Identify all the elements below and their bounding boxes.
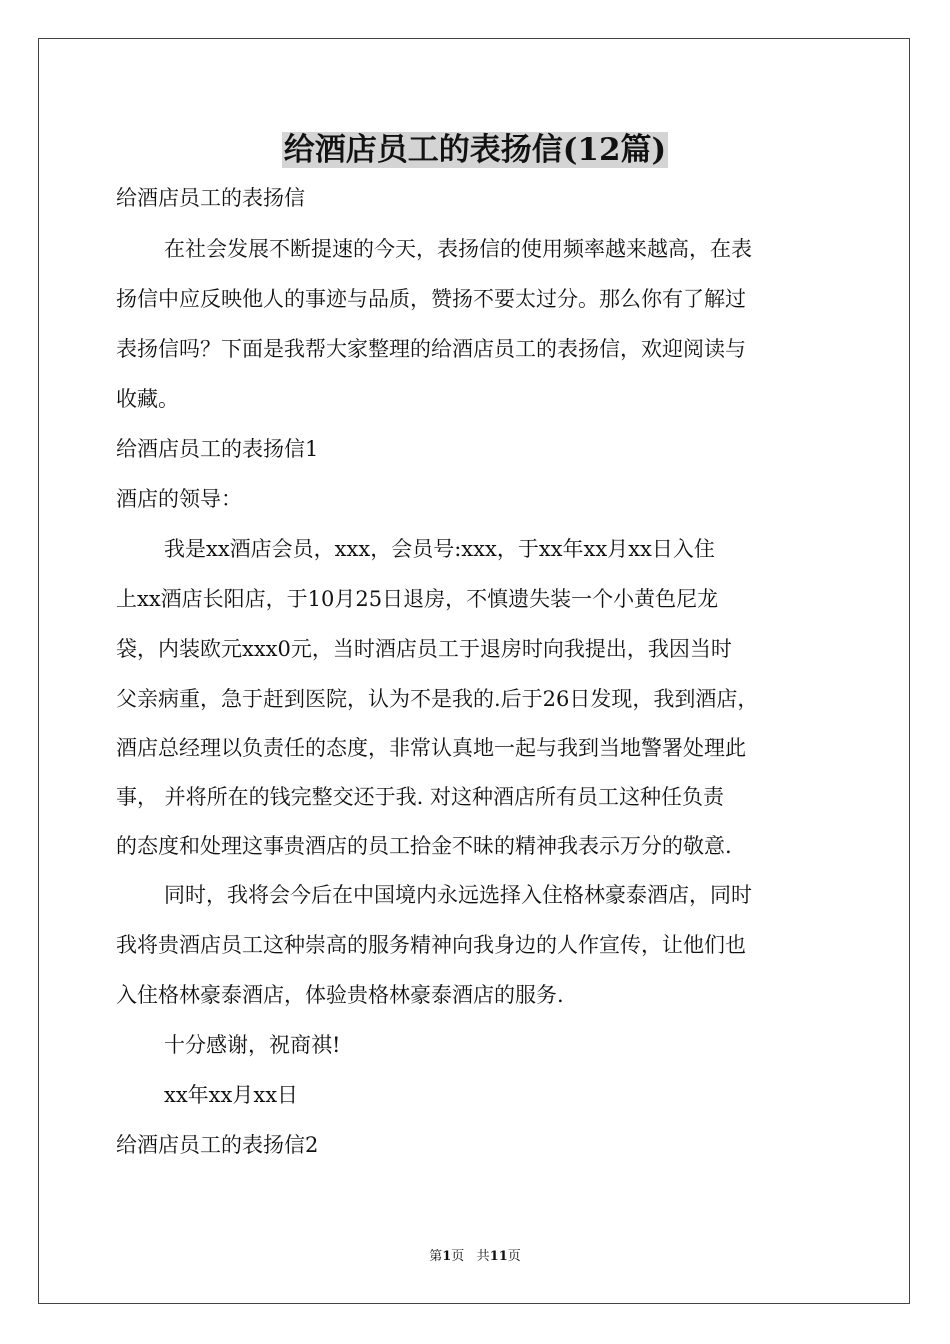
intro-paragraph-line: 表扬信吗？下面是我帮大家整理的给酒店员工的表扬信，欢迎阅读与 [116, 337, 746, 361]
letter-1-body-line: 上xx酒店长阳店，于10月25日退房，不慎遗失装一个小黄色尼龙 [116, 587, 719, 611]
intro-paragraph-line: 在社会发展不断提速的今天，表扬信的使用频率越来越高，在表 [164, 237, 752, 261]
letter-1-body-line: 我将贵酒店员工这种崇高的服务精神向我身边的人作宣传，让他们也 [116, 933, 746, 957]
page-footer [0, 1248, 950, 1266]
footer-page-suffix: 页 [451, 1249, 465, 1264]
letter-1-body-line: 我是xx酒店会员，xxx，会员号:xxx，于xx年xx月xx日入住 [164, 537, 715, 561]
footer-page-prefix: 第 [429, 1249, 443, 1264]
letter-1-closing: 十分感谢，祝商祺! [164, 1033, 341, 1057]
letter-1-body-line: 袋，内装欧元xxx0元，当时酒店员工于退房时向我提出，我因当时 [116, 637, 732, 661]
letter-1-heading: 给酒店员工的表扬信1 [116, 437, 319, 461]
letter-1-body-line: 父亲病重，急于赶到医院，认为不是我的.后于26日发现，我到酒店， [116, 687, 759, 711]
document-title [0, 128, 950, 172]
letter-1-salutation: 酒店的领导： [116, 487, 242, 511]
letter-1-body-line: 入住格林豪泰酒店，体验贵格林豪泰酒店的服务. [116, 983, 564, 1007]
letter-2-heading: 给酒店员工的表扬信2 [116, 1133, 319, 1157]
intro-heading: 给酒店员工的表扬信 [116, 186, 305, 210]
letter-1-body-line: 事， 并将所在的钱完整交还于我. 对这种酒店所有员工这种任负责 [116, 785, 725, 809]
footer-total-pages: 11 [489, 1249, 508, 1264]
letter-1-body-line: 的态度和处理这事贵酒店的员工拾金不昧的精神我表示万分的敬意. [116, 834, 732, 858]
letter-1-date: xx年xx月xx日 [164, 1083, 299, 1107]
letter-1-body-line: 同时，我将会今后在中国境内永远选择入住格林豪泰酒店，同时 [164, 883, 752, 907]
letter-1-body-line: 酒店总经理以负责任的态度，非常认真地一起与我到当地警署处理此 [116, 736, 746, 760]
intro-paragraph-line: 收藏。 [116, 387, 179, 411]
footer-total-suffix: 页 [507, 1249, 521, 1264]
footer-page-number: 1 [442, 1249, 452, 1264]
page-border [38, 38, 910, 1304]
footer-total-prefix: 共 [476, 1249, 490, 1264]
document-title-text: 给酒店员工的表扬信(12篇) [283, 132, 667, 168]
intro-paragraph-line: 扬信中应反映他人的事迹与品质，赞扬不要太过分。那么你有了解过 [116, 287, 746, 311]
